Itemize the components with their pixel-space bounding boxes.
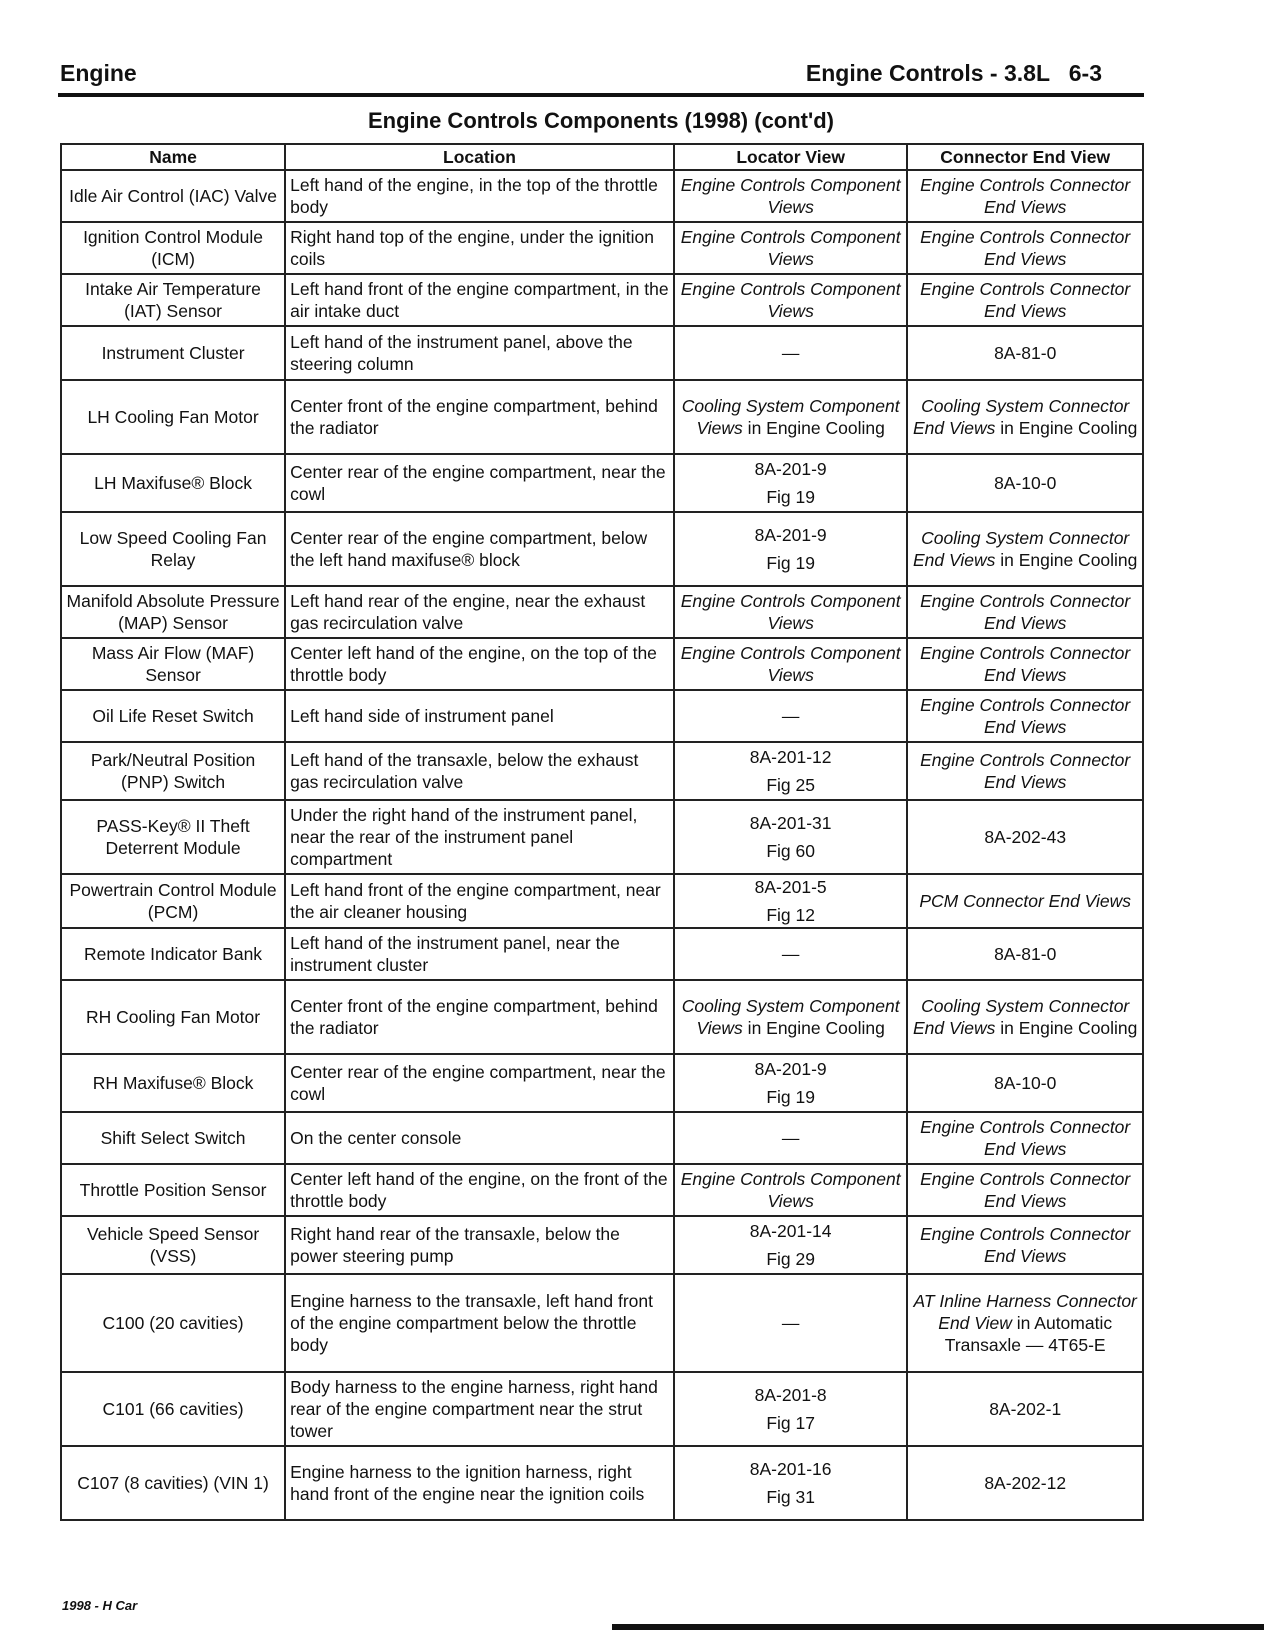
component-location: Center rear of the engine compartment, below the left hand maxifuse® block	[285, 512, 674, 586]
connector-end-view	[907, 1164, 1143, 1216]
component-location: Engine harness to the ignition harness, right hand front of the engine near the ignition coils	[285, 1446, 674, 1520]
component-name: RH Cooling Fan Motor	[61, 980, 285, 1054]
locator-view	[674, 380, 907, 454]
locator-view-ref: —	[781, 343, 800, 363]
table-row	[61, 1164, 1143, 1216]
table-row	[61, 980, 1143, 1054]
page-reference: Engine Controls - 3.8L 6-3	[805, 60, 1102, 86]
component-location: Left hand of the engine, in the top of the throttle body	[285, 170, 674, 222]
locator-view	[674, 742, 907, 800]
connector-view-ref: Cooling System Connector End Views	[912, 996, 1130, 1038]
locator-view	[674, 586, 907, 638]
table-row	[61, 326, 1143, 380]
figure-ref: Fig 31	[766, 1487, 815, 1507]
locator-view-ref: —	[781, 944, 800, 964]
column-header-location: Location	[285, 144, 674, 170]
locator-view	[674, 1164, 907, 1216]
component-name: RH Maxifuse® Block	[61, 1054, 285, 1112]
table-row	[61, 1054, 1143, 1112]
figure-ref: Fig 19	[766, 487, 815, 507]
connector-end-view	[907, 380, 1143, 454]
locator-view	[674, 874, 907, 928]
component-name: Throttle Position Sensor	[61, 1164, 285, 1216]
column-header-connector-end-view: Connector End View	[907, 144, 1143, 170]
connector-view-ref: 8A-202-12	[984, 1473, 1067, 1493]
components-table	[60, 143, 1144, 1521]
locator-view-ref: 8A-201-16	[749, 1459, 832, 1479]
connector-end-view	[907, 874, 1143, 928]
locator-view-ref: 8A-201-5	[754, 877, 827, 897]
component-name: Mass Air Flow (MAF) Sensor	[61, 638, 285, 690]
figure-ref: Fig 29	[766, 1249, 815, 1269]
connector-view-ref: Engine Controls Connector End Views	[920, 591, 1131, 633]
component-location: Body harness to the engine harness, right hand rear of the engine compartment near the strut tower	[285, 1372, 674, 1446]
connector-end-view	[907, 1216, 1143, 1274]
locator-view	[674, 454, 907, 512]
component-location: Center rear of the engine compartment, near the cowl	[285, 1054, 674, 1112]
component-location: Right hand rear of the transaxle, below the power steering pump	[285, 1216, 674, 1274]
locator-view-ref: —	[781, 706, 800, 726]
connector-view-ref: 8A-202-1	[989, 1399, 1062, 1419]
locator-view	[674, 170, 907, 222]
component-location: Center left hand of the engine, on the top of the throttle body	[285, 638, 674, 690]
locator-view-ref: 8A-201-9	[754, 525, 827, 545]
locator-view-ref: 8A-201-9	[754, 1059, 827, 1079]
locator-view-ref: Cooling System Component Views	[681, 396, 900, 438]
connector-end-view	[907, 928, 1143, 980]
component-name: Low Speed Cooling Fan Relay	[61, 512, 285, 586]
locator-view	[674, 980, 907, 1054]
connector-view-ref: 8A-81-0	[994, 343, 1057, 363]
component-name: Intake Air Temperature (IAT) Sensor	[61, 274, 285, 326]
connector-end-view	[907, 638, 1143, 690]
locator-view	[674, 638, 907, 690]
component-location: Left hand of the instrument panel, near the instrument cluster	[285, 928, 674, 980]
locator-view-ref: —	[781, 1313, 800, 1333]
view-ref-suffix: in Engine Cooling	[995, 550, 1138, 570]
component-name: C101 (66 cavities)	[61, 1372, 285, 1446]
header-rule	[58, 93, 1144, 97]
table-title: Engine Controls Components (1998) (cont'd)	[367, 108, 835, 133]
connector-view-ref: Cooling System Connector End Views	[912, 528, 1130, 570]
table-row	[61, 454, 1143, 512]
component-location: Center rear of the engine compartment, near the cowl	[285, 454, 674, 512]
figure-ref: Fig 19	[766, 553, 815, 573]
locator-view-ref: Engine Controls Component Views	[680, 643, 901, 685]
connector-view-ref: 8A-10-0	[994, 473, 1057, 493]
view-ref-suffix: in Automatic Transaxle — 4T65-E	[944, 1313, 1113, 1355]
table-row	[61, 638, 1143, 690]
connector-view-ref: Engine Controls Connector End Views	[920, 279, 1131, 321]
locator-view-ref: Engine Controls Component Views	[680, 227, 901, 269]
component-name: Powertrain Control Module (PCM)	[61, 874, 285, 928]
column-header-name: Name	[61, 144, 285, 170]
component-location: Center left hand of the engine, on the front of the throttle body	[285, 1164, 674, 1216]
footer-text: 1998 - H Car	[62, 1598, 138, 1613]
view-ref-suffix: in Engine Cooling	[995, 418, 1138, 438]
connector-view-ref: 8A-81-0	[994, 944, 1057, 964]
locator-view	[674, 928, 907, 980]
component-location: Engine harness to the transaxle, left hand front of the engine compartment below the throttle body	[285, 1274, 674, 1372]
connector-end-view	[907, 1274, 1143, 1372]
component-location: Center front of the engine compartment, behind the radiator	[285, 980, 674, 1054]
table-row	[61, 874, 1143, 928]
connector-view-ref: PCM Connector End Views	[919, 891, 1132, 911]
table-row	[61, 742, 1143, 800]
table-row	[61, 274, 1143, 326]
component-name: LH Maxifuse® Block	[61, 454, 285, 512]
figure-ref: Fig 60	[766, 841, 815, 861]
figure-ref: Fig 17	[766, 1413, 815, 1433]
locator-view	[674, 1112, 907, 1164]
component-name: Ignition Control Module (ICM)	[61, 222, 285, 274]
connector-end-view	[907, 326, 1143, 380]
table-row	[61, 1446, 1143, 1520]
table-row	[61, 1274, 1143, 1372]
table-body	[61, 170, 1143, 1520]
component-name: Remote Indicator Bank	[61, 928, 285, 980]
locator-view	[674, 326, 907, 380]
connector-view-ref: Engine Controls Connector End Views	[920, 695, 1131, 737]
table-header-row	[61, 144, 1143, 170]
view-ref-suffix: in Engine Cooling	[995, 1018, 1138, 1038]
table-row	[61, 222, 1143, 274]
component-name: Vehicle Speed Sensor (VSS)	[61, 1216, 285, 1274]
connector-end-view	[907, 170, 1143, 222]
locator-view-ref: Engine Controls Component Views	[680, 279, 901, 321]
component-name: C107 (8 cavities) (VIN 1)	[61, 1446, 285, 1520]
component-name: Oil Life Reset Switch	[61, 690, 285, 742]
table-row	[61, 1216, 1143, 1274]
connector-end-view	[907, 586, 1143, 638]
component-name: Manifold Absolute Pressure (MAP) Sensor	[61, 586, 285, 638]
connector-view-ref: 8A-10-0	[994, 1073, 1057, 1093]
locator-view-ref: 8A-201-12	[749, 747, 832, 767]
connector-view-ref: Engine Controls Connector End Views	[920, 1224, 1131, 1266]
figure-ref: Fig 12	[766, 905, 815, 925]
locator-view-ref: Cooling System Component Views	[681, 996, 900, 1038]
component-name: LH Cooling Fan Motor	[61, 380, 285, 454]
connector-view-ref: AT Inline Harness Connector End View	[913, 1291, 1137, 1333]
component-location: Left hand rear of the engine, near the exhaust gas recirculation valve	[285, 586, 674, 638]
locator-view	[674, 800, 907, 874]
component-location: Left hand of the instrument panel, above the steering column	[285, 326, 674, 380]
connector-end-view	[907, 454, 1143, 512]
table-row	[61, 586, 1143, 638]
connector-view-ref: Engine Controls Connector End Views	[920, 175, 1131, 217]
locator-view-ref: Engine Controls Component Views	[680, 175, 901, 217]
component-location: Left hand of the transaxle, below the exhaust gas recirculation valve	[285, 742, 674, 800]
view-ref-suffix: in Engine Cooling	[742, 418, 885, 438]
figure-ref: Fig 25	[766, 775, 815, 795]
locator-view	[674, 1274, 907, 1372]
locator-view-ref: 8A-201-14	[749, 1221, 832, 1241]
component-location: Right hand top of the engine, under the ignition coils	[285, 222, 674, 274]
connector-view-ref: Engine Controls Connector End Views	[920, 1169, 1131, 1211]
section-title: Engine	[60, 60, 137, 86]
component-location: Center front of the engine compartment, behind the radiator	[285, 380, 674, 454]
component-name: C100 (20 cavities)	[61, 1274, 285, 1372]
connector-end-view	[907, 274, 1143, 326]
component-name: Park/Neutral Position (PNP) Switch	[61, 742, 285, 800]
locator-view	[674, 222, 907, 274]
connector-view-ref: Engine Controls Connector End Views	[920, 643, 1131, 685]
locator-view	[674, 1216, 907, 1274]
component-name: PASS-Key® II Theft Deterrent Module	[61, 800, 285, 874]
locator-view	[674, 512, 907, 586]
connector-end-view	[907, 222, 1143, 274]
component-location: Under the right hand of the instrument panel, near the rear of the instrument panel compartment	[285, 800, 674, 874]
locator-view-ref: 8A-201-8	[754, 1385, 827, 1405]
component-name: Instrument Cluster	[61, 326, 285, 380]
component-name: Shift Select Switch	[61, 1112, 285, 1164]
component-location: Left hand side of instrument panel	[285, 690, 674, 742]
component-location: Left hand front of the engine compartment, in the air intake duct	[285, 274, 674, 326]
table-row	[61, 380, 1143, 454]
connector-end-view	[907, 800, 1143, 874]
table-row	[61, 512, 1143, 586]
locator-view-ref: Engine Controls Component Views	[680, 1169, 901, 1211]
connector-view-ref: Engine Controls Connector End Views	[920, 750, 1131, 792]
locator-view	[674, 1372, 907, 1446]
connector-view-ref: 8A-202-43	[984, 827, 1067, 847]
component-name: Idle Air Control (IAC) Valve	[61, 170, 285, 222]
table-row	[61, 1372, 1143, 1446]
locator-view	[674, 274, 907, 326]
component-location: On the center console	[285, 1112, 674, 1164]
locator-view	[674, 690, 907, 742]
connector-end-view	[907, 690, 1143, 742]
component-location: Left hand front of the engine compartment, near the air cleaner housing	[285, 874, 674, 928]
view-ref-suffix: in Engine Cooling	[742, 1018, 885, 1038]
connector-end-view	[907, 1446, 1143, 1520]
locator-view-ref: 8A-201-31	[749, 813, 832, 833]
connector-view-ref: Engine Controls Connector End Views	[920, 227, 1131, 269]
table-row	[61, 800, 1143, 874]
connector-end-view	[907, 1112, 1143, 1164]
table-row	[61, 1112, 1143, 1164]
table-row	[61, 928, 1143, 980]
connector-end-view	[907, 980, 1143, 1054]
connector-end-view	[907, 1054, 1143, 1112]
locator-view-ref: Engine Controls Component Views	[680, 591, 901, 633]
figure-ref: Fig 19	[766, 1087, 815, 1107]
connector-end-view	[907, 742, 1143, 800]
column-header-locator-view: Locator View	[674, 144, 907, 170]
locator-view-ref: 8A-201-9	[754, 459, 827, 479]
connector-view-ref: Cooling System Connector End Views	[912, 396, 1130, 438]
locator-view	[674, 1054, 907, 1112]
connector-end-view	[907, 1372, 1143, 1446]
connector-view-ref: Engine Controls Connector End Views	[920, 1117, 1131, 1159]
footer-rule	[612, 1624, 1264, 1630]
table-row	[61, 170, 1143, 222]
table-row	[61, 690, 1143, 742]
connector-end-view	[907, 512, 1143, 586]
locator-view-ref: —	[781, 1128, 800, 1148]
locator-view	[674, 1446, 907, 1520]
